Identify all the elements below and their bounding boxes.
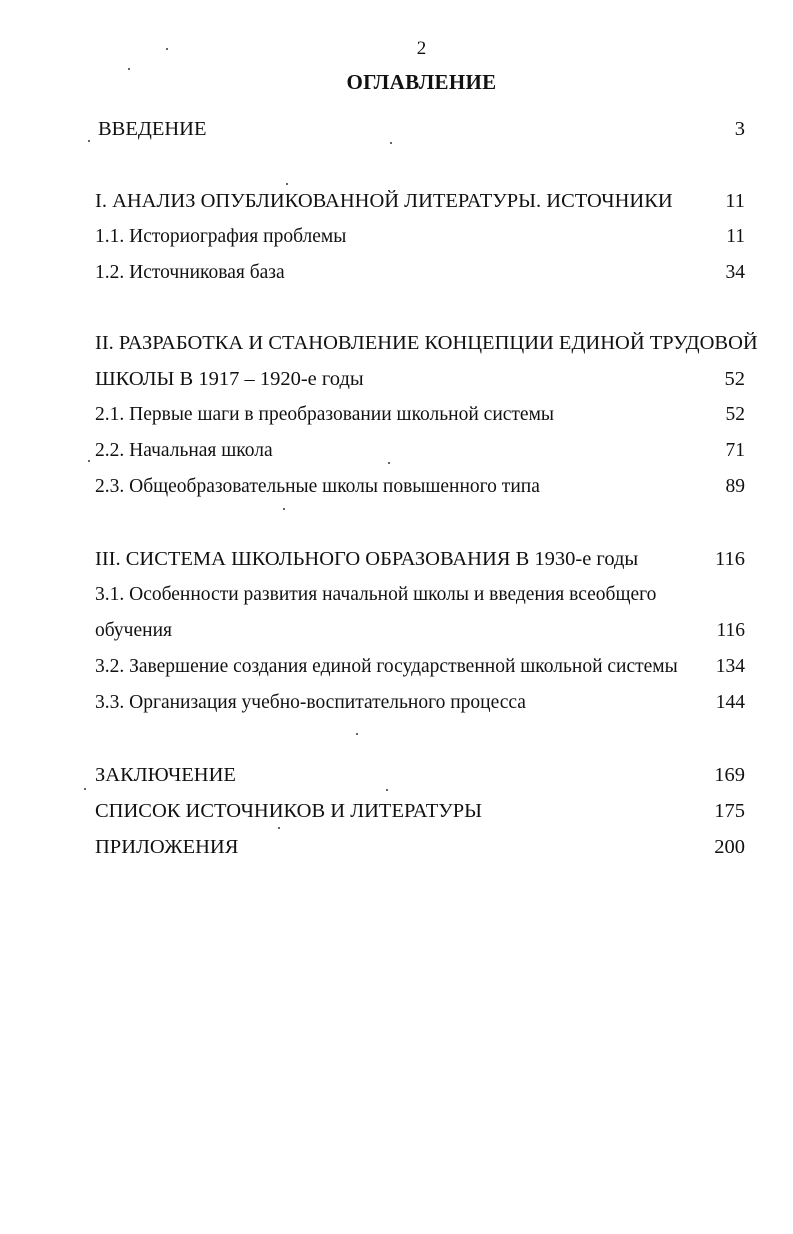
toc-entry-conclusion[interactable]: [95, 760, 745, 790]
toc-section-1-2[interactable]: [95, 258, 745, 288]
toc-entry-label: 2.1. Первые шаги в преобразовании школьной системы: [95, 404, 555, 425]
toc-entry-page: 144: [715, 692, 745, 713]
scan-speck: [390, 142, 392, 144]
scan-speck: [84, 788, 86, 790]
scan-speck: [166, 48, 168, 50]
toc-entry-label: 1.2. Источниковая база: [95, 262, 285, 283]
toc-chapter-3[interactable]: [95, 544, 745, 574]
toc-entry-page: 52: [725, 404, 745, 425]
scan-speck: [88, 140, 90, 142]
toc-entry-sources[interactable]: [95, 796, 745, 826]
toc-entry-label: 2.2. Начальная школа: [95, 440, 273, 461]
toc-entry-label: 2.3. Общеобразовательные школы повышенного типа: [95, 476, 540, 497]
toc-entry-label: 1.1. Историография проблемы: [95, 226, 347, 247]
toc-entry-page: 11: [725, 190, 745, 212]
toc-entry-page: 116: [716, 620, 745, 641]
toc-entry-page: 34: [725, 262, 745, 283]
scan-speck: [386, 789, 388, 791]
toc-entry-page: 134: [715, 656, 745, 677]
toc-section-3-2[interactable]: [95, 652, 745, 682]
toc-entry-page: 52: [724, 368, 745, 390]
toc-entry-appendices[interactable]: [95, 832, 745, 862]
scan-speck: [356, 733, 358, 735]
toc-section-3-1-line1[interactable]: 3.1. Особенности развития начальной школы и введения всеобщего: [95, 584, 657, 605]
toc-entry-label: ЗАКЛЮЧЕНИЕ: [95, 764, 236, 786]
toc-entry-page: 175: [714, 800, 745, 822]
toc-section-3-3[interactable]: [95, 688, 745, 718]
scan-speck: [283, 508, 285, 510]
toc-entry-intro[interactable]: [98, 114, 745, 144]
toc-entry-page: 169: [714, 764, 745, 786]
toc-entry-label: 3.2. Завершение создания единой государственной школьной системы: [95, 656, 678, 677]
toc-entry-label: III. СИСТЕМА ШКОЛЬНОГО ОБРАЗОВАНИЯ В 1930-е годы: [95, 548, 639, 570]
toc-chapter-2-heading-line1[interactable]: II. РАЗРАБОТКА И СТАНОВЛЕНИЕ КОНЦЕПЦИИ ЕДИНОЙ ТРУДОВОЙ: [95, 332, 758, 354]
toc-chapter-1[interactable]: [95, 186, 745, 216]
toc-entry-label: ШКОЛЫ В 1917 – 1920-е годы: [95, 368, 364, 390]
toc-title: ОГЛАВЛЕНИЕ: [346, 70, 497, 94]
toc-section-3-1[interactable]: [95, 616, 745, 646]
toc-section-2-3[interactable]: [95, 472, 745, 502]
page-number: 2: [416, 38, 427, 59]
toc-entry-label: обучения: [95, 620, 172, 641]
toc-entry-page: 89: [725, 476, 745, 497]
scan-speck: [388, 462, 390, 464]
toc-chapter-2[interactable]: [95, 364, 745, 394]
toc-entry-label: 3.3. Организация учебно-воспитательного процесса: [95, 692, 526, 713]
toc-section-1-1[interactable]: [95, 222, 745, 252]
scan-speck: [128, 68, 130, 70]
toc-entry-label: ПРИЛОЖЕНИЯ: [95, 836, 239, 858]
toc-entry-page: 200: [714, 836, 745, 858]
toc-entry-label: ВВЕДЕНИЕ: [98, 118, 207, 140]
scan-speck: [286, 183, 288, 185]
toc-section-2-2[interactable]: [95, 436, 745, 466]
toc-entry-label: I. АНАЛИЗ ОПУБЛИКОВАННОЙ ЛИТЕРАТУРЫ. ИСТОЧНИКИ: [95, 190, 673, 212]
scan-speck: [88, 460, 90, 462]
toc-section-2-1[interactable]: [95, 400, 745, 430]
scan-speck: [278, 827, 280, 829]
toc-entry-page: 11: [726, 226, 745, 247]
toc-entry-label: СПИСОК ИСТОЧНИКОВ И ЛИТЕРАТУРЫ: [95, 800, 483, 822]
toc-entry-page: 71: [725, 440, 745, 461]
toc-entry-page: 3: [734, 118, 745, 140]
toc-entry-page: 116: [715, 548, 745, 570]
